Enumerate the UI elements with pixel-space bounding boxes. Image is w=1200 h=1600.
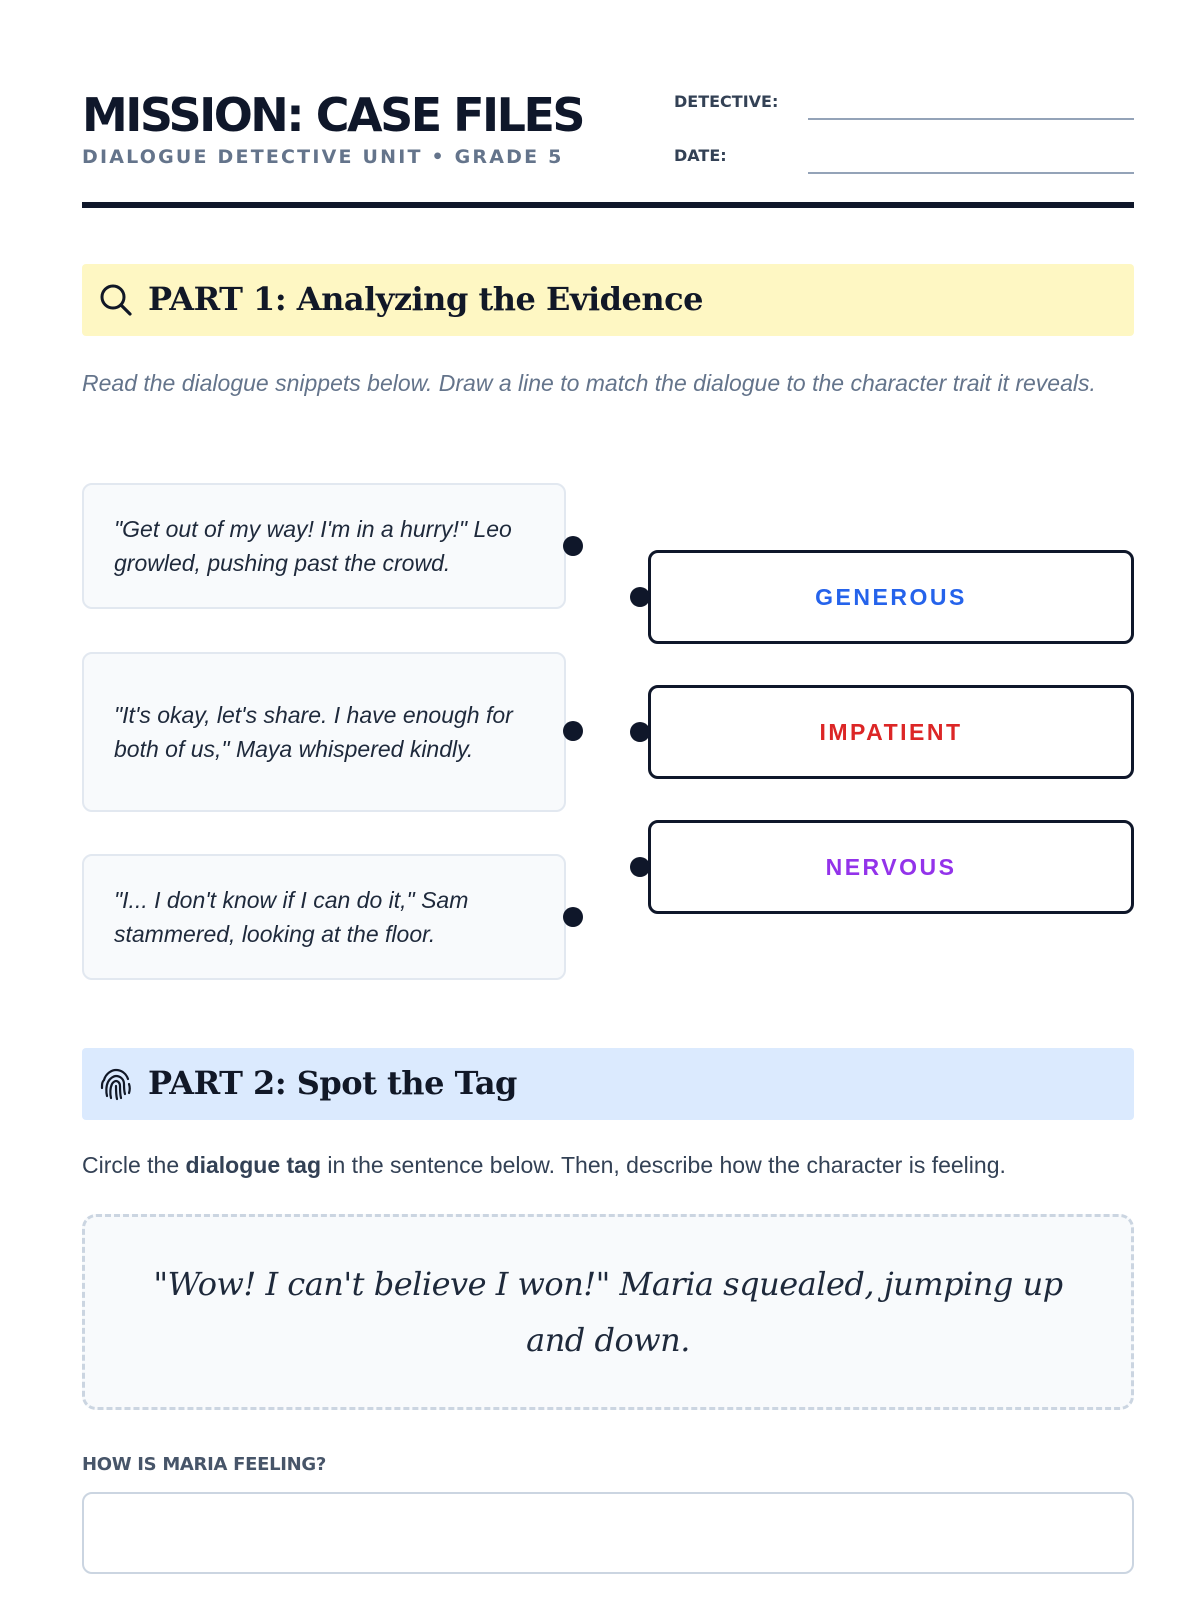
sentence-text[interactable]: "Wow! I can't believe I won!" Maria squealed, jumping up and down. — [153, 1265, 1063, 1359]
quote-connector-dot-1[interactable] — [563, 536, 583, 556]
instructions-text: Circle the — [82, 1152, 186, 1178]
feeling-answer-input[interactable] — [82, 1492, 1134, 1574]
trait-connector-dot-3[interactable] — [630, 857, 650, 877]
detective-label: DETECTIVE: — [674, 92, 779, 111]
instructions-bold-term: dialogue tag — [185, 1152, 321, 1178]
trait-label: GENEROUS — [815, 583, 967, 610]
fingerprint-icon — [98, 1066, 134, 1102]
trait-box-nervous[interactable] — [648, 820, 1134, 914]
page-title: MISSION: CASE FILES — [82, 88, 584, 142]
part2-header — [82, 1048, 1134, 1120]
date-label: DATE: — [674, 146, 727, 165]
instructions-text: in the sentence below. Then, describe how the character is feeling. — [321, 1152, 1006, 1178]
part1-title: PART 1: Analyzing the Evidence — [148, 280, 703, 318]
quote-card-leo — [82, 483, 566, 609]
quote-card-sam — [82, 854, 566, 980]
worksheet-header — [82, 90, 1134, 208]
quote-text: "It's okay, let's share. I have enough for both of us," Maya whispered kindly. — [114, 702, 513, 762]
part2-instructions — [82, 1152, 1142, 1179]
page-subtitle: DIALOGUE DETECTIVE UNIT • GRADE 5 — [82, 146, 564, 168]
trait-connector-dot-2[interactable] — [630, 722, 650, 742]
part1-header — [82, 264, 1134, 336]
detective-name-line[interactable] — [808, 118, 1134, 120]
magnifier-icon — [98, 282, 134, 318]
answer-label: HOW IS MARIA FEELING? — [82, 1454, 327, 1475]
trait-box-generous[interactable] — [648, 550, 1134, 644]
quote-connector-dot-3[interactable] — [563, 907, 583, 927]
date-line[interactable] — [808, 172, 1134, 174]
sentence-box — [82, 1214, 1134, 1410]
trait-label: NERVOUS — [825, 853, 957, 880]
part1-instructions: Read the dialogue snippets below. Draw a line to match the dialogue to the character trait it reveals. — [82, 370, 1096, 396]
quote-card-maya — [82, 652, 566, 812]
quote-text: "Get out of my way! I'm in a hurry!" Leo growled, pushing past the crowd. — [114, 516, 512, 576]
part2-title: PART 2: Spot the Tag — [148, 1064, 517, 1102]
trait-label: IMPATIENT — [819, 718, 963, 745]
trait-box-impatient[interactable] — [648, 685, 1134, 779]
quote-connector-dot-2[interactable] — [563, 721, 583, 741]
trait-connector-dot-1[interactable] — [630, 587, 650, 607]
quote-text: "I... I don't know if I can do it," Sam stammered, looking at the floor. — [114, 887, 469, 947]
